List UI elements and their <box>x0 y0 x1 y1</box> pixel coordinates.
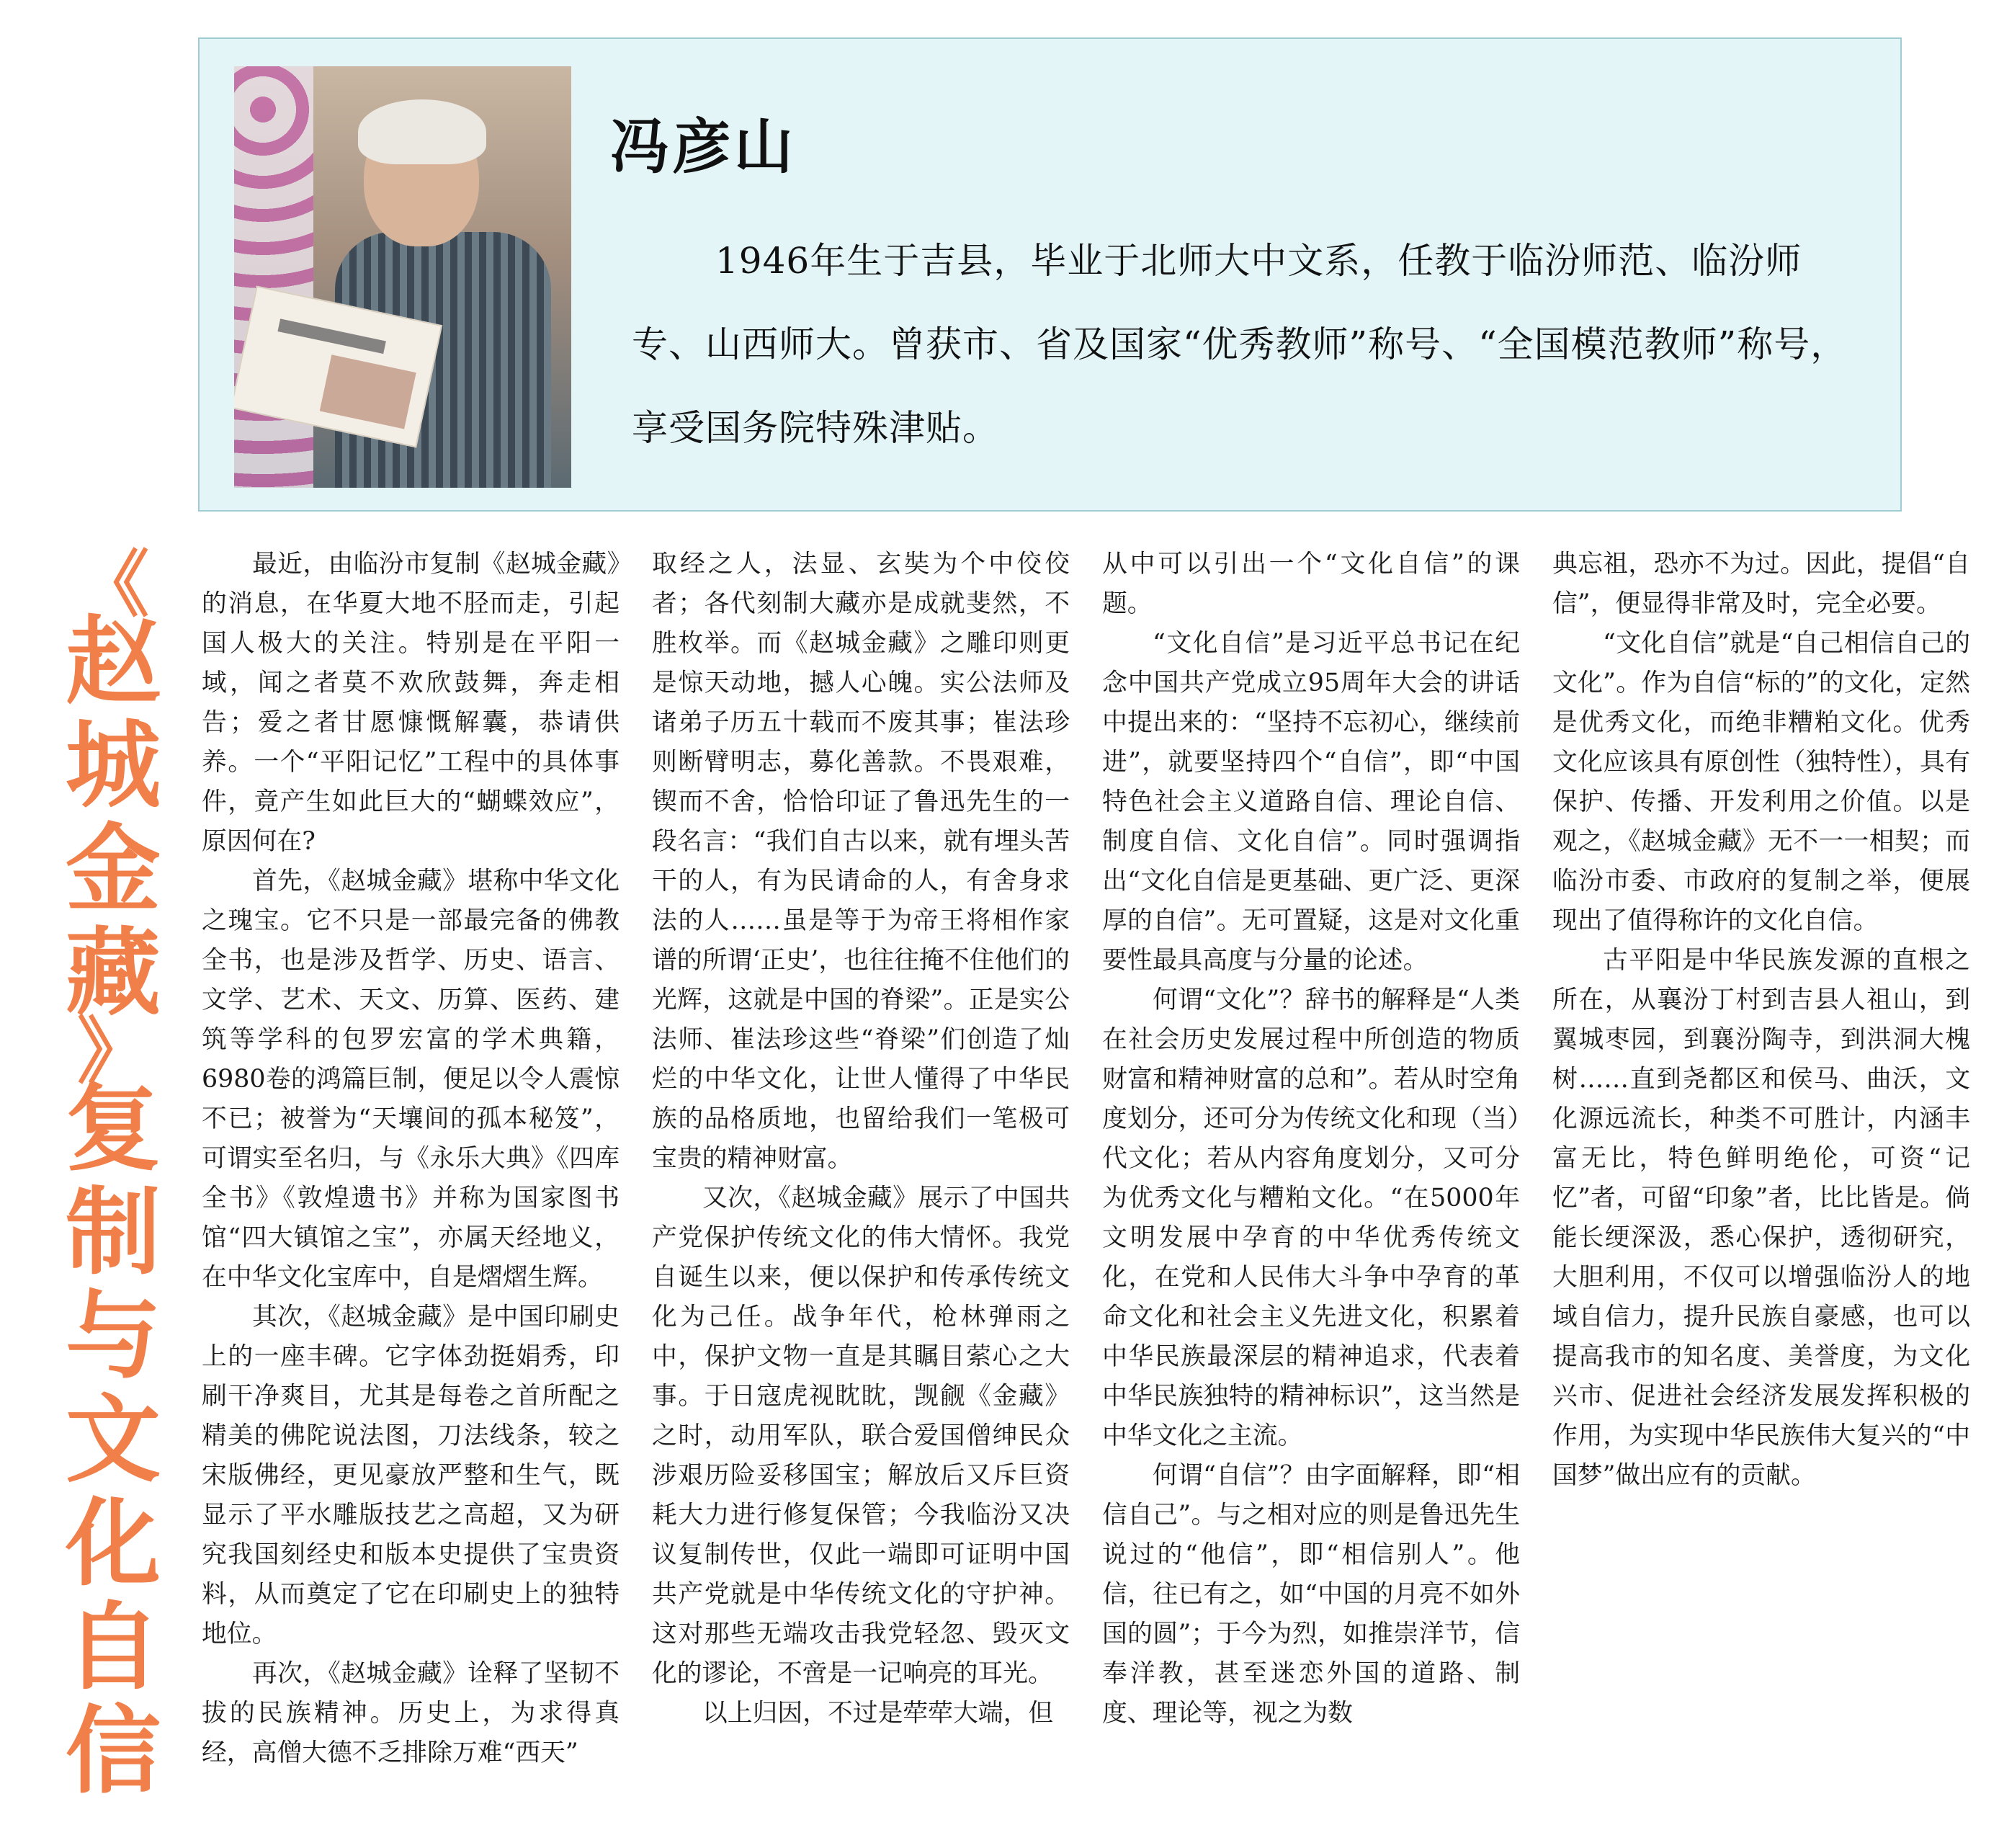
title-char: 信 <box>66 1695 161 1807</box>
photo-book-title-mark <box>277 318 385 354</box>
paragraph: 其次，《赵城金藏》是中国印刷史上的一座丰碑。它字体劲挺娟秀，印刷干净爽目，尤其是每卷之首所配之精美的佛陀说法图，刀法线条，较之宋版佛经，更见豪放严整和生气，既显示了平水雕版技艺之高超，又为研究我国刻经史和版本史提供了宝贵资料，从而奠定了它在印刷史上的独特地位。 <box>202 1303 620 1648</box>
author-bio <box>632 219 1871 470</box>
body-column-4 <box>1552 545 1970 1496</box>
title-char: 与 <box>66 1280 161 1392</box>
title-char: 城 <box>66 710 161 821</box>
title-char: 复 <box>66 1073 161 1184</box>
title-char: 化 <box>66 1488 161 1599</box>
author-info-box <box>198 37 1902 512</box>
article-title <box>52 542 174 1812</box>
title-open-bracket: 《 <box>77 542 149 627</box>
body-column-1 <box>202 545 620 1773</box>
paragraph: 以上归因，不过是荦荦大端，但 <box>702 1699 1054 1728</box>
photo-book-illustration <box>320 354 416 429</box>
paragraph: 首先，《赵城金藏》堪称中华文化之瑰宝。它不只是一部最完备的佛教全书，也是涉及哲学、历史、语言、文学、艺术、天文、历算、医药、建筑等学科的包罗宏富的学术典籍，6980卷的鸿篇巨制，便足以令人震惊不已；被誉为“天壤间的孤本秘笈”，可谓实至名归，与《永乐大典》《四库全书》《敦煌遗书》并称为国家图书馆“四大镇馆之宝”，亦属天经地义，在中华文化宝库中，自是熠熠生辉。 <box>202 867 620 1292</box>
paragraph-continued: 典忘祖，恐亦不为过。因此，提倡“自信”，便显得非常及时，完全必要。 <box>1552 550 1970 618</box>
paragraph: 最近，由临汾市复制《赵城金藏》的消息，在华夏大地不胫而走，引起国人极大的关注。特别是在平阳一域，闻之者莫不欢欣鼓舞，奔走相告；爱之者甘愿慷慨解囊，恭请供养。一个“平阳记忆”工程中的具体事件，竟产生如此巨大的“蝴蝶效应”，原因何在? <box>202 550 620 856</box>
body-column-3 <box>1102 545 1520 1733</box>
paragraph: 何谓“文化”？辞书的解释是“人类在社会历史发展过程中所创造的物质财富和精神财富的总和”。若从时空角度划分，还可分为传统文化和现（当）代文化；若从内容角度划分，又可分为优秀文化与糟粕文化。“在5000年文明发展中孕育的中华优秀传统文化，在党和人民伟大斗争中孕育的革命文化和社会主义先进文化，积累着中华民族最深层的精神追求，代表着中华民族独特的精神标识”，这当然是中华文化之主流。 <box>1102 986 1520 1450</box>
author-name: 冯彦山 <box>610 113 797 182</box>
paragraph: 再次，《赵城金藏》诠释了坚韧不拔的民族精神。历史上，为求得真经，高僧大德不乏排除万难“西天” <box>202 1659 620 1767</box>
author-photo <box>234 66 571 488</box>
body-column-2 <box>652 545 1070 1733</box>
title-char: 文 <box>66 1384 161 1496</box>
paragraph-continued: 取经之人，法显、玄奘为个中佼佼者；各代刻制大藏亦是成就斐然，不胜枚举。而《赵城金藏》之雕印则更是惊天动地，撼人心魄。实公法师及诸弟子历五十载而不废其事；崔法珍则断臂明志，募化善款。不畏艰难，锲而不舍，恰恰印证了鲁迅先生的一段名言：“我们自古以来，就有埋头苦干的人，有为民请命的人，有舍身求法的人……虽是等于为帝王将相作家谱的所谓‘正史’，也往往掩不住他们的光辉，这就是中国的脊梁”。正是实公法师、崔法珍这些“脊梁”们创造了灿烂的中华文化，让世人懂得了中华民族的品格质地，也留给我们一笔极可宝贵的精神财富。 <box>652 550 1070 1173</box>
paragraph-continued: 从中可以引出一个“文化自信”的课题。 <box>1102 550 1520 618</box>
paragraph: “文化自信”是习近平总书记在纪念中国共产党成立95周年大会的讲话中提出来的：“坚持不忘初心，继续前进”，就要坚持四个“自信”，即“中国特色社会主义道路自信、理论自信、制度自信、文化自信”。同时强调指出“文化自信是更基础、更广泛、更深厚的自信”。无可置疑，这是对文化重要性最具高度与分量的论述。 <box>1102 629 1520 975</box>
title-char: 金 <box>66 813 161 925</box>
paragraph: “文化自信”就是“自己相信自己的文化”。作为自信“标的”的文化，定然是优秀文化，而绝非糟粕文化。优秀文化应该具有原创性（独特性），具有保护、传播、开发利用之价值。以是观之，《赵城金藏》无不一一相契；而临汾市委、市政府的复制之举，便展现出了值得称许的文化自信。 <box>1552 629 1970 935</box>
title-close-bracket: 》 <box>77 1009 149 1094</box>
paragraph: 又次，《赵城金藏》展示了中国共产党保护传统文化的伟大情怀。我党自诞生以来，便以保护和传承传统文化为己任。战争年代，枪林弹雨之中，保护文物一直是其瞩目萦心之大事。于日寇虎视眈眈，觊觎《金藏》之时，动用军队，联合爱国僧绅民众涉艰历险妥移国宝；解放后又斥巨资耗大力进行修复保管；今我临汾又决议复制传世，仅此一端即可证明中国共产党就是中华传统文化的守护神。这对那些无端攻击我党轻忽、毁灭文化的谬论，不啻是一记响亮的耳光。 <box>652 1184 1070 1688</box>
title-char: 藏 <box>66 917 161 1029</box>
paragraph: 何谓“自信”？由字面解释，即“相信自己”。与之相对应的则是鲁迅先生说过的“他信”，即“相信别人”。他信，往已有之，如“中国的月亮不如外国的圆”；于今为烈，如推崇洋节，信奉洋教，甚至迷恋外国的道路、制度、理论等，视之为数 <box>1102 1461 1520 1728</box>
title-char: 赵 <box>66 606 161 718</box>
photo-sofa-pattern <box>234 66 313 488</box>
author-bio-text: 1946年生于吉县，毕业于北师大中文系，任教于临汾师范、临汾师专、山西师大。曾获市、省及国家“优秀教师”称号、“全国模范教师”称号，享受国务院特殊津贴。 <box>632 240 1848 449</box>
photo-hair <box>358 99 486 164</box>
title-char: 制 <box>66 1177 161 1288</box>
paragraph: 古平阳是中华民族发源的直根之所在，从襄汾丁村到吉县人祖山，到翼城枣园，到襄汾陶寺，到洪洞大槐树……直到尧都区和侯马、曲沃，文化源远流长，种类不可胜计，内涵丰富无比，特色鲜明绝伦，可资“记忆”者，可留“印象”者，比比皆是。倘能长绠深汲，悉心保护，透彻研究，大胆利用，不仅可以增强临汾人的地域自信力，提升民族自豪感，也可以提高我市的知名度、美誉度，为文化兴市、促进社会经济发展发挥积极的作用，为实现中华民族伟大复兴的“中国梦”做出应有的贡献。 <box>1552 946 1970 1490</box>
title-char: 自 <box>66 1592 161 1703</box>
